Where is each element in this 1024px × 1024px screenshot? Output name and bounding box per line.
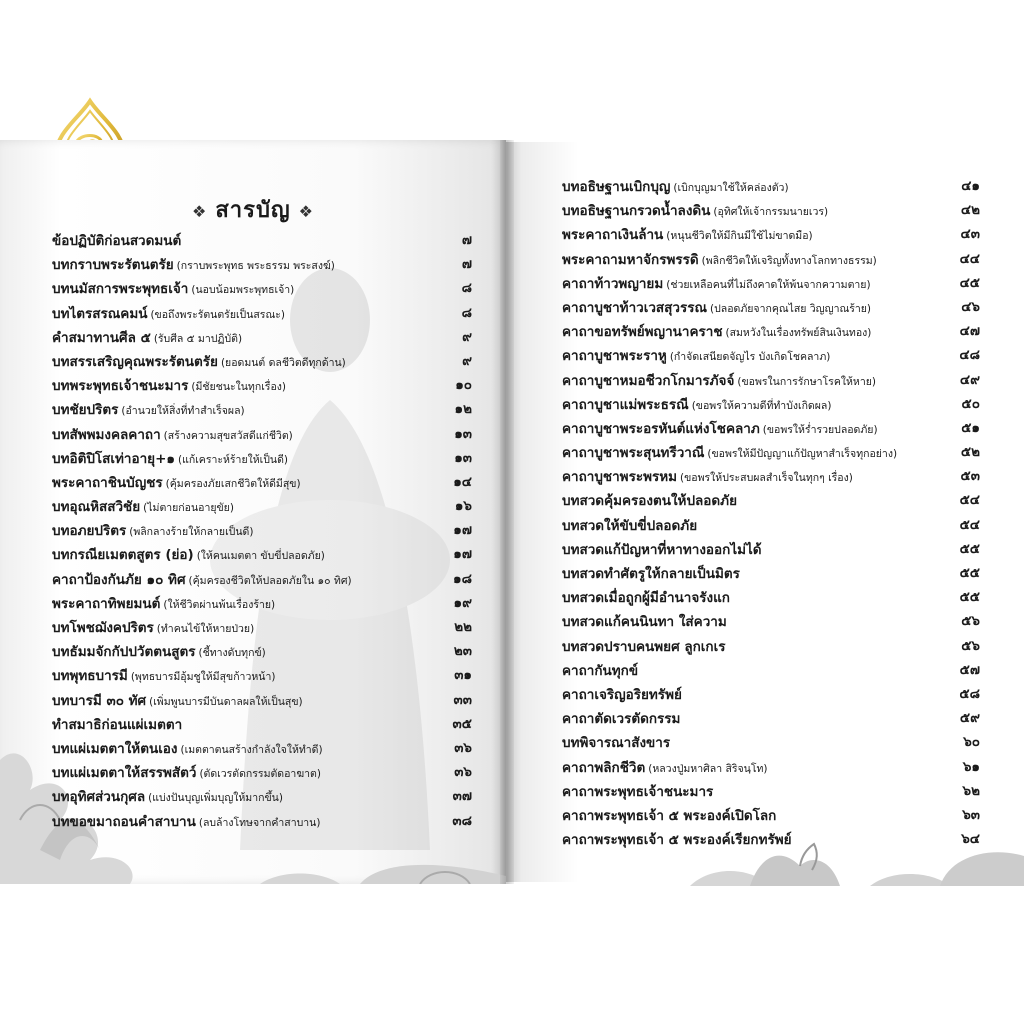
entry-page-number: ๕๙	[959, 710, 980, 727]
toc-entry	[562, 658, 980, 682]
left-page	[0, 140, 506, 884]
entry-title: พระคาถามหาจักรพรรดิ	[562, 251, 699, 268]
entry-page-number: ๑๒	[454, 401, 472, 418]
toc-entry	[562, 682, 980, 706]
toc-entry	[562, 730, 980, 754]
entry-page-number: ๑๘	[453, 570, 472, 587]
toc-entry	[562, 392, 980, 416]
toc-entry	[562, 803, 980, 827]
entry-subtitle: (ช่วยเหลือคนที่ไม่ถึงคาดให้พ้นจากความตาย)	[666, 278, 871, 291]
toc-entry	[52, 470, 472, 494]
toc-entry	[52, 276, 472, 300]
entry-page-number: ๖๓	[962, 806, 980, 823]
entry-page-number: ๔๖	[961, 298, 980, 315]
entry-title: บทสัพพมงคลคาถา	[52, 426, 161, 443]
entry-subtitle: (หนุนชีวิตให้มีกินมีใช้ไม่ขาดมือ)	[666, 230, 813, 243]
toc-entry	[52, 518, 472, 542]
entry-title: คาถาบูชาพระสุนทรีวาณี	[562, 445, 705, 462]
toc-entry	[562, 585, 980, 609]
toc-entry	[52, 349, 472, 373]
toc-entry	[562, 416, 980, 440]
toc-entry	[52, 760, 472, 784]
entry-title: บทกรณียเมตตสูตร (ย่อ)	[52, 547, 194, 564]
entry-page-number: ๕๕	[959, 540, 980, 557]
entry-title: คาถาท้าวพญายม	[562, 275, 664, 292]
entry-page-number: ๖๔	[961, 831, 980, 848]
entry-subtitle: (อำนวยให้สิ่งที่ทำสำเร็จผล)	[121, 405, 245, 418]
toc-entry	[562, 222, 980, 246]
open-book	[0, 140, 1024, 884]
toc-entry	[562, 247, 980, 271]
entry-title: บทแผ่เมตตาให้สรรพสัตว์	[52, 765, 197, 782]
entry-page-number: ๕๕	[959, 565, 980, 581]
entry-subtitle: (ขอพรในการรักษาโรคให้หาย)	[737, 375, 876, 388]
entry-title: บทขอขมาถอนคำสาบาน	[52, 813, 196, 830]
entry-page-number: ๗	[461, 232, 472, 248]
entry-title: คาถาตัดเวรตัดกรรม	[562, 711, 681, 728]
entry-page-number: ๕๔	[959, 492, 980, 509]
entry-title: บทนมัสการพระพุทธเจ้า	[52, 281, 189, 298]
entry-title: คาถาบูชาพระพรหม	[562, 469, 678, 486]
entry-subtitle: (แก้เคราะห์ร้ายให้เป็นดี)	[177, 453, 288, 466]
toc-entry	[562, 488, 980, 512]
entry-page-number: ๓๕	[452, 715, 472, 732]
toc-entry	[562, 319, 980, 343]
entry-subtitle: (ขอพรให้ประสบผลสำเร็จในทุกๆ เรื่อง)	[680, 472, 853, 485]
toc-entry	[52, 809, 472, 833]
toc-entry	[562, 368, 980, 392]
entry-subtitle: (กราบพระพุทธ พระธรรม พระสงฆ์)	[176, 260, 335, 273]
entry-subtitle: (เมตตาตนสร้างกำลังใจให้ทำดี)	[180, 743, 323, 756]
entry-title: คาถาบูชาหมอชีวกโกมารภัจจ์	[562, 372, 735, 389]
page-title: สารบัญ	[215, 198, 291, 223]
entry-page-number: ๖๐	[963, 734, 980, 751]
entry-title: บทไตรสรณคมน์	[52, 305, 148, 322]
entry-title: บทบารมี ๓๐ ทัศ	[52, 692, 147, 709]
toc-list-right	[562, 174, 980, 851]
entry-page-number: ๔๓	[960, 226, 980, 243]
entry-title: คาถาบูชาพระราหู	[562, 348, 667, 365]
entry-page-number: ๕๘	[959, 685, 980, 702]
entry-title: คาถาพระพุทธเจ้าชนะมาร	[562, 783, 714, 800]
toc-entry	[52, 542, 472, 566]
entry-subtitle: (ทำคนไข้ให้หายป่วย)	[156, 623, 255, 635]
entry-page-number: ๔๙	[959, 371, 980, 388]
toc-entry	[52, 228, 472, 252]
entry-subtitle: (ไม่ตายก่อนอายุขัย)	[143, 502, 234, 515]
toc-entry	[562, 561, 980, 585]
entry-title: คาถาบูชาท้าวเวสสุวรรณ	[562, 299, 708, 316]
entry-page-number: ๖๒	[962, 782, 980, 799]
entry-subtitle: (พุทธบารมีอุ้มชูให้มีสุขก้าวหน้า)	[130, 671, 276, 684]
entry-subtitle: (ขอพรให้ความดีที่ทำบังเกิดผล)	[691, 399, 832, 412]
entry-page-number: ๑๗	[453, 546, 472, 563]
toc-entry	[562, 634, 980, 658]
toc-entry	[52, 422, 472, 446]
entry-title: คาถาขอทรัพย์พญานาคราช	[562, 324, 723, 341]
entry-title: บทอธิษฐานเบิกบุญ	[562, 179, 671, 195]
toc-entry	[562, 295, 980, 319]
entry-title: ข้อปฏิบัติก่อนสวดมนต์	[52, 233, 182, 249]
entry-page-number: ๓๓	[453, 691, 472, 708]
entry-subtitle: (ให้ชีวิตผ่านพ้นเรื่องร้าย)	[163, 598, 276, 611]
entry-page-number: ๕๖	[961, 613, 980, 630]
entry-subtitle: (ขอพรให้มีปัญญาแก้ปัญหาสำเร็จทุกอย่าง)	[707, 448, 898, 461]
toc-entry	[52, 784, 472, 808]
entry-subtitle: (รับศีล ๕ มาปฏิบัติ)	[153, 332, 243, 345]
entry-page-number: ๑๖	[454, 498, 472, 515]
entry-title: บทชัยปริตร	[52, 402, 119, 419]
entry-subtitle: (กำจัดเสนียดจัญไร บังเกิดโชคลาภ)	[669, 351, 831, 364]
entry-subtitle: (มีชัยชนะในทุกเรื่อง)	[191, 381, 286, 394]
entry-title: บทสวดปราบคนพยศ ลูกเกเร	[562, 638, 726, 655]
toc-entry	[562, 755, 980, 779]
entry-page-number: ๓๗	[452, 788, 472, 805]
entry-page-number: ๒๒	[454, 619, 472, 635]
entry-subtitle: (สร้างความสุขสวัสดีแก่ชีวิต)	[163, 429, 293, 442]
entry-title: บทสรรเสริญคุณพระรัตนตรัย	[52, 353, 218, 370]
entry-page-number: ๑๐	[455, 377, 472, 394]
toc-entry	[52, 325, 472, 349]
entry-title: พระคาถาเงินล้าน	[562, 227, 664, 244]
entry-title: บทสวดเมื่อถูกผู้มีอำนาจรังแก	[562, 590, 730, 607]
entry-title: พระคาถาชินบัญชร	[52, 474, 163, 491]
entry-title: คาถาบูชาแม่พระธรณี	[562, 396, 689, 413]
toc-entry	[52, 615, 472, 639]
toc-entry	[562, 198, 980, 222]
entry-page-number: ๕๗	[959, 661, 980, 678]
toc-entry	[562, 271, 980, 295]
entry-title: บทสวดทำศัตรูให้กลายเป็นมิตร	[562, 566, 740, 582]
entry-title: คาถาพระพุทธเจ้า ๕ พระองค์เรียกทรัพย์	[562, 832, 792, 849]
entry-page-number: ๔๗	[959, 323, 980, 340]
entry-title: บทอิติปิโสเท่าอายุ+๑	[52, 450, 175, 467]
entry-title: บทแผ่เมตตาให้ตนเอง	[52, 740, 178, 757]
toc-entry	[562, 174, 980, 198]
entry-subtitle: (แบ่งปันบุญเพิ่มบุญให้มากขึ้น)	[148, 792, 283, 805]
entry-title: บทพุทธบารมี	[52, 668, 128, 685]
entry-title: คาถาพลิกชีวิต	[562, 759, 646, 776]
entry-title: คำสมาทานศีล ๕	[52, 329, 151, 346]
entry-page-number: ๕๒	[960, 444, 980, 461]
entry-page-number: ๑๓	[454, 449, 472, 466]
entry-subtitle: (ปลอดภัยจากคุณไสย วิญญาณร้าย)	[710, 302, 871, 315]
entry-subtitle: (เบิกบุญมาใช้ให้คล่องตัว)	[673, 182, 789, 194]
entry-title: ทำสมาธิก่อนแผ่เมตตา	[52, 716, 183, 733]
entry-subtitle: (อุทิศให้เจ้ากรรมนายเวร)	[713, 206, 829, 219]
entry-subtitle: (พลิกลางร้ายให้กลายเป็นดี)	[129, 526, 254, 539]
entry-subtitle: (ลบล้างโทษจากคำสาบาน)	[198, 816, 321, 829]
lotus-cloud-decoration-icon	[690, 826, 1024, 886]
entry-page-number: ๕๖	[961, 637, 980, 654]
entry-page-number: ๕๓	[960, 468, 980, 485]
entry-title: บทธัมมจักกัปปวัตตนสูตร	[52, 644, 196, 661]
entry-page-number: ๓๘	[452, 812, 472, 829]
toc-entry	[52, 494, 472, 518]
entry-title: บทสวดแก้คนนินทา ใส่ความ	[562, 614, 727, 631]
entry-title: คาถากันทุกข์	[562, 662, 639, 679]
entry-title: คาถาพระพุทธเจ้า ๕ พระองค์เปิดโลก	[562, 807, 777, 824]
entry-page-number: ๔๕	[959, 274, 980, 291]
toc-title-row	[0, 192, 506, 227]
entry-subtitle: (ขอถึงพระรัตนตรัยเป็นสรณะ)	[150, 308, 285, 321]
toc-entry	[562, 779, 980, 803]
book-gutter	[500, 140, 514, 884]
toc-entry	[562, 464, 980, 488]
toc-entry	[52, 301, 472, 325]
entry-page-number: ๙	[462, 352, 472, 369]
toc-entry	[52, 688, 472, 712]
toc-entry	[52, 252, 472, 276]
entry-title: คาถาป้องกันภัย ๑๐ ทิศ	[52, 571, 186, 588]
entry-title: บทพิจารณาสังขาร	[562, 735, 671, 752]
lotus-ornament-icon: ❖	[192, 201, 208, 221]
toc-entry	[562, 440, 980, 464]
entry-subtitle: (พลิกชีวิตให้เจริญทั้งทางโลกทางธรรม)	[701, 254, 877, 267]
toc-entry	[52, 567, 472, 591]
toc-entry	[52, 446, 472, 470]
entry-subtitle: (คุ้มครองชีวิตให้ปลอดภัยใน ๑๐ ทิศ)	[188, 574, 352, 587]
entry-subtitle: (ตัดเวรตัดกรรมตัดอาฆาต)	[199, 768, 321, 781]
entry-page-number: ๓๖	[454, 739, 472, 756]
toc-entry	[562, 706, 980, 730]
entry-page-number: ๕๕	[959, 589, 980, 606]
right-page	[506, 142, 1024, 882]
entry-page-number: ๗	[461, 256, 472, 273]
entry-title: บทโพชฌังคปริตร	[52, 620, 154, 636]
entry-title: คาถาบูชาพระอรหันต์แห่งโชคลาภ	[562, 420, 760, 437]
entry-page-number: ๑๓	[454, 425, 472, 442]
entry-page-number: ๓๑	[454, 667, 472, 684]
entry-title: บทอธิษฐานกรวดน้ำลงดิน	[562, 203, 711, 220]
entry-title: บทสวดคุ้มครองตนให้ปลอดภัย	[562, 493, 737, 510]
toc-entry	[52, 712, 472, 736]
entry-page-number: ๙	[462, 328, 472, 345]
entry-title: บทอุทิศส่วนกุศล	[52, 789, 146, 806]
toc-entry	[562, 343, 980, 367]
entry-title: บทอุณหิสสวิชัย	[52, 499, 141, 516]
entry-page-number: ๘	[461, 304, 472, 321]
lotus-ornament-icon: ❖	[298, 201, 314, 221]
entry-page-number: ๘	[461, 280, 472, 297]
entry-page-number: ๕๑	[961, 419, 980, 436]
entry-title: บทสวดแก้ปัญหาที่หาทางออกไม่ได้	[562, 541, 762, 558]
entry-subtitle: (ให้คนเมตตา ขับขี่ปลอดภัย)	[196, 550, 325, 563]
entry-subtitle: (สมหวังในเรื่องทรัพย์สินเงินทอง)	[725, 327, 872, 340]
entry-title: พระคาถาทิพยมนต์	[52, 595, 161, 612]
entry-page-number: ๒๓	[453, 643, 472, 660]
toc-entry	[562, 537, 980, 561]
entry-title: คาถาเจริญอริยทรัพย์	[562, 686, 682, 703]
entry-title: บทอภยปริตร	[52, 523, 127, 540]
entry-subtitle: (ชี้ทางดับทุกข์)	[198, 647, 266, 660]
toc-entry	[52, 373, 472, 397]
toc-entry	[562, 513, 980, 537]
entry-page-number: ๑๗	[453, 522, 472, 539]
entry-subtitle: (คุ้มครองภัยเสกชีวิตให้ดีมีสุข)	[165, 477, 301, 490]
entry-subtitle: (หลวงปู่มหาศิลา สิริจนฺโท)	[648, 762, 768, 775]
entry-page-number: ๔๒	[960, 202, 980, 219]
toc-entry	[52, 397, 472, 421]
entry-subtitle: (ยอดมนต์ ดลชีวิตดีทุกด้าน)	[220, 356, 346, 369]
entry-page-number: ๖๑	[962, 758, 980, 775]
entry-title: บทกราบพระรัตนตรัย	[52, 257, 174, 274]
toc-entry	[52, 736, 472, 760]
entry-subtitle: (ขอพรให้ร่ำรวยปลอดภัย)	[762, 423, 878, 436]
entry-title: บทสวดให้ขับขี่ปลอดภัย	[562, 517, 698, 534]
toc-entry	[52, 591, 472, 615]
entry-page-number: ๑๙	[453, 594, 472, 611]
entry-page-number: ๔๑	[961, 178, 980, 194]
toc-entry	[52, 639, 472, 663]
entry-subtitle: (เพิ่มพูนบารมีบันดาลผลให้เป็นสุข)	[149, 695, 303, 708]
entry-title: บทพระพุทธเจ้าชนะมาร	[52, 378, 189, 395]
entry-page-number: ๑๔	[453, 473, 472, 490]
entry-page-number: ๔๘	[959, 347, 980, 364]
toc-entry	[562, 609, 980, 633]
entry-page-number: ๓๖	[454, 764, 472, 781]
toc-entry	[52, 663, 472, 687]
entry-page-number: ๕๔	[959, 516, 980, 533]
entry-subtitle: (นอบน้อมพระพุทธเจ้า)	[191, 284, 295, 297]
entry-page-number: ๔๔	[959, 250, 980, 267]
toc-list-left	[52, 228, 472, 833]
entry-page-number: ๕๐	[961, 395, 980, 412]
